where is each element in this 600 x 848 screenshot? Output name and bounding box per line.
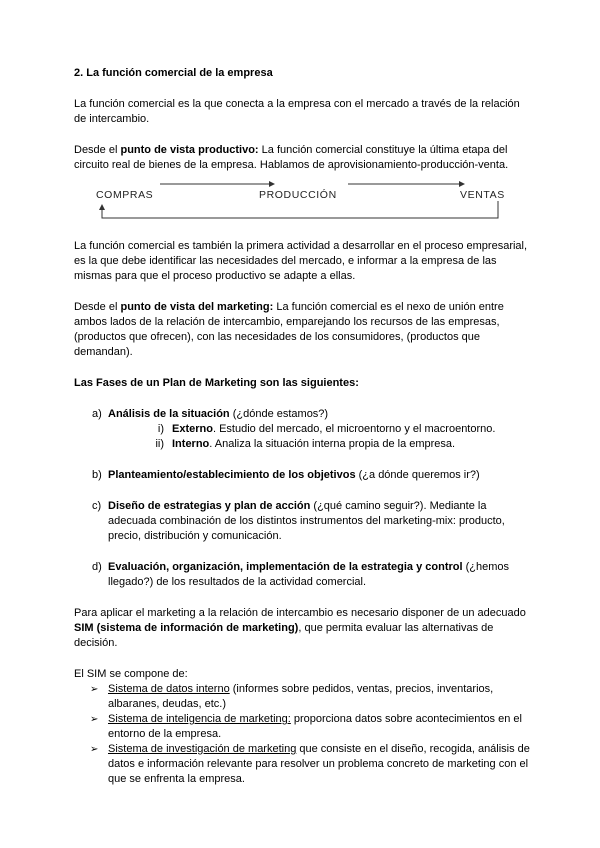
phase-item: d) Evaluación, organización, implementación de la estrategia y control (¿hemos llegado?) de los resultados de la actividad comercial. — [92, 561, 510, 588]
sim-item: ➢ Sistema de datos interno (informes sobre pedidos, ventas, precios, inventarios, albaranes, deudas, etc.) — [90, 683, 494, 710]
sub-item: ii) Interno. Analiza la situación interna propia de la empresa. — [155, 438, 456, 450]
paragraph-marketing-view: Desde el punto de vista del marketing: La función comercial es el nexo de unión entre ambos lados de la relación de intercambio, emparejando los recursos de las empresas, (productos que ofrecen), con las necesidades de los consumidores, (productos que demandan). — [74, 301, 504, 358]
feedback-arrow — [102, 201, 498, 218]
sim-item: ➢ Sistema de inteligencia de marketing: proporciona datos sobre acontecimientos en el entorno de la empresa. — [90, 713, 522, 740]
paragraph-productive-view: Desde el punto de vista productivo: La función comercial constituye la última etapa del circuito real de bienes de la empresa. Hablamos de aprovisionamiento-producción-venta. — [74, 144, 509, 171]
arrow-bullet-icon: ➢ — [90, 684, 99, 695]
label-ventas: VENTAS — [460, 189, 505, 201]
sim-list — [74, 682, 534, 787]
section-title: 2. La función comercial de la empresa — [74, 67, 273, 79]
paragraph-first-activity: La función comercial es también la primera actividad a desarrollar en el proceso empresarial, es la que debe identificar las necesidades del mercado, e informar a la empresa de las mismas para que el proceso productivo se adapte a ellas. — [74, 240, 528, 282]
sim-intro: El SIM se compone de: — [74, 668, 188, 680]
sub-item: i) Externo. Estudio del mercado, el microentorno y el macroentorno. — [157, 423, 496, 435]
label-produccion: PRODUCCIÓN — [259, 189, 337, 201]
paragraph-sim: Para aplicar el marketing a la relación de intercambio es necesario disponer de un adecuado SIM (sistema de información de marketing), que permita evaluar las alternativas de decisión. — [74, 607, 526, 649]
phase-sublist — [108, 422, 534, 452]
document-page — [74, 66, 534, 787]
phases-list — [74, 407, 534, 590]
paragraph-intro: La función comercial es la que conecta a la empresa con el mercado a través de la relación de intercambio. — [74, 98, 520, 125]
label-compras: COMPRAS — [96, 189, 154, 201]
phase-item: c) Diseño de estrategias y plan de acción (¿qué camino seguir?). Mediante la adecuada combinación de los distintos instrumentos del marketing-mix: producto, precio, distribución y comunicación. — [92, 500, 505, 542]
phase-item: b) Planteamiento/establecimiento de los objetivos (¿a dónde queremos ir?) — [92, 469, 480, 481]
arrow-bullet-icon: ➢ — [90, 744, 99, 755]
phase-item: a) Análisis de la situación (¿dónde estamos?) i) Externo. Estudio del mercado, el microentorno y el macroentorno. ii) Interno. Analiza la situación interna propia de la empresa. — [74, 407, 534, 452]
phases-heading: Las Fases de un Plan de Marketing son las siguientes: — [74, 377, 359, 389]
sim-item: ➢ Sistema de investigación de marketing que consiste en el diseño, recogida, análisis de datos e información relevante para resolver un problema concreto de marketing con el que se enfrenta la empresa. — [90, 743, 530, 785]
arrow-bullet-icon: ➢ — [90, 714, 99, 725]
productive-view-bold: punto de vista productivo: — [120, 144, 259, 156]
supply-chain-diagram — [74, 181, 534, 227]
sim-bold: SIM (sistema de información de marketing) — [74, 622, 299, 634]
marketing-view-bold: punto de vista del marketing: — [120, 301, 274, 313]
